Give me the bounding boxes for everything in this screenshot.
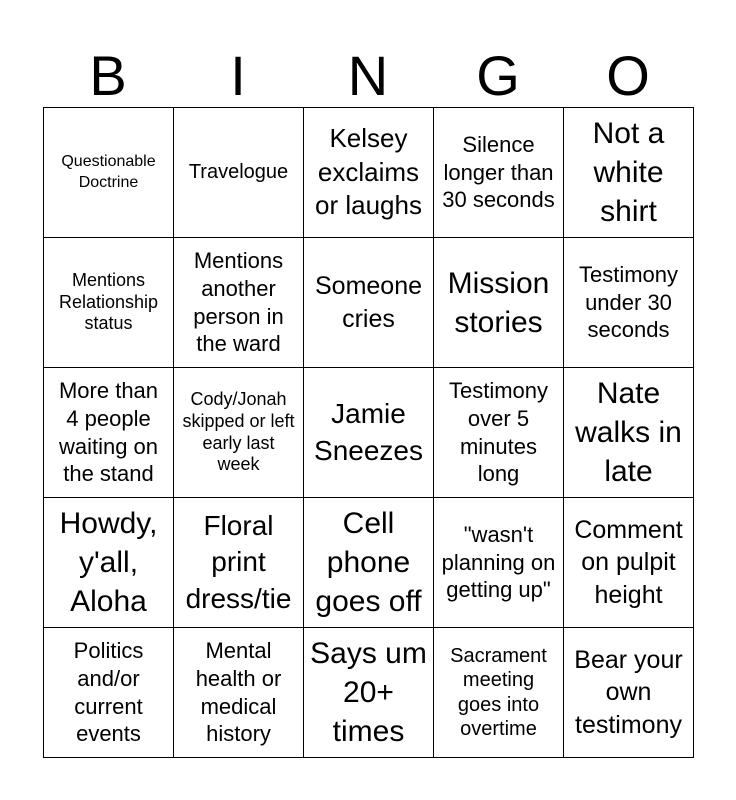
bingo-cell[interactable]: Mentions Relationship status bbox=[44, 238, 174, 368]
bingo-cell[interactable]: Mental health or medical history bbox=[174, 628, 304, 758]
bingo-card bbox=[43, 107, 694, 758]
bingo-cell[interactable]: Testimony under 30 seconds bbox=[564, 238, 694, 368]
header-letter-n: N bbox=[347, 44, 389, 107]
header-letter-g: G bbox=[476, 44, 520, 107]
bingo-cell[interactable]: Someone cries bbox=[304, 238, 434, 368]
bingo-cell[interactable]: Comment on pulpit height bbox=[564, 498, 694, 628]
bingo-cell[interactable]: Nate walks in late bbox=[564, 368, 694, 498]
bingo-cell[interactable]: Cody/Jonah skipped or left early last week bbox=[174, 368, 304, 498]
bingo-cell[interactable]: More than 4 people waiting on the stand bbox=[44, 368, 174, 498]
bingo-cell[interactable]: Travelogue bbox=[174, 108, 304, 238]
bingo-cell[interactable]: Testimony over 5 minutes long bbox=[434, 368, 564, 498]
bingo-header bbox=[43, 44, 693, 108]
bingo-cell[interactable]: Jamie Sneezes bbox=[304, 368, 434, 498]
bingo-cell[interactable]: "wasn't planning on getting up" bbox=[434, 498, 564, 628]
header-letter-o: O bbox=[606, 44, 650, 107]
bingo-cell[interactable]: Bear your own testimony bbox=[564, 628, 694, 758]
bingo-cell[interactable]: Politics and/or current events bbox=[44, 628, 174, 758]
header-letter-i: I bbox=[230, 44, 246, 107]
bingo-cell[interactable]: Cell phone goes off bbox=[304, 498, 434, 628]
bingo-cell[interactable]: Kelsey exclaims or laughs bbox=[304, 108, 434, 238]
bingo-cell[interactable]: Not a white shirt bbox=[564, 108, 694, 238]
header-letter-b: B bbox=[89, 44, 127, 107]
bingo-cell[interactable]: Says um 20+ times bbox=[304, 628, 434, 758]
bingo-cell[interactable]: Questionable Doctrine bbox=[44, 108, 174, 238]
bingo-cell[interactable]: Floral print dress/tie bbox=[174, 498, 304, 628]
bingo-cell[interactable]: Sacrament meeting goes into overtime bbox=[434, 628, 564, 758]
bingo-cell[interactable]: Mentions another person in the ward bbox=[174, 238, 304, 368]
bingo-cell[interactable]: Silence longer than 30 seconds bbox=[434, 108, 564, 238]
bingo-cell[interactable]: Howdy, y'all, Aloha bbox=[44, 498, 174, 628]
bingo-cell[interactable]: Mission stories bbox=[434, 238, 564, 368]
